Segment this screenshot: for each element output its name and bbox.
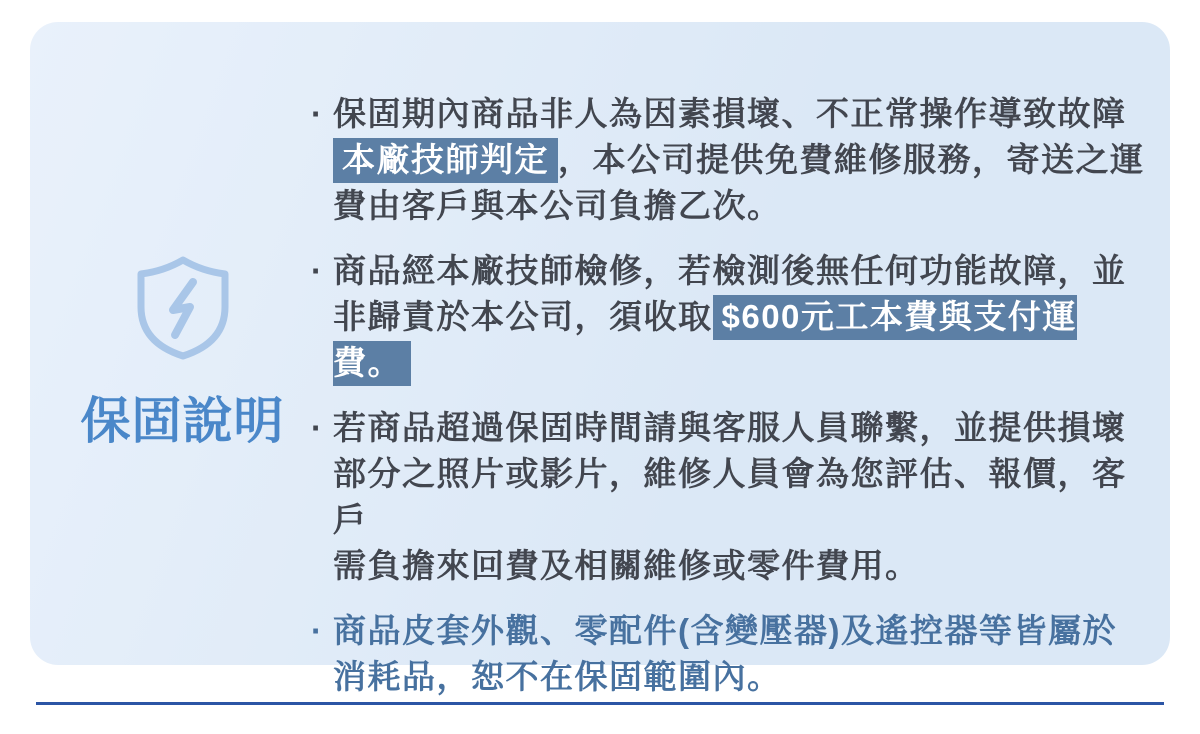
shield-lightning-icon [132, 255, 234, 361]
bullet-text: 若商品超過保固時間請與客服人員聯繫，並提供損壞 [333, 409, 1127, 446]
list-item [311, 91, 1145, 229]
bullet-text: 需負擔來回費及相關維修或零件費用。 [333, 547, 920, 584]
warranty-terms [311, 91, 1145, 719]
bullet-text: 保固期內商品非人為因素損壞、不正常操作導致故障 [333, 95, 1127, 132]
warranty-section-title: 保固說明 [80, 393, 285, 449]
bullet-text: 非歸責於本公司，須收取 [333, 298, 713, 335]
list-item [311, 608, 1145, 700]
bullet-marker: · [311, 612, 324, 649]
highlighted-text: $600元工本費與支付運費。 [333, 295, 1077, 386]
bullet-marker: · [311, 409, 324, 446]
bullet-marker: · [311, 95, 324, 132]
bullet-list [311, 91, 1145, 700]
bullet-text: 費由客戶與本公司負擔乙次。 [333, 187, 782, 224]
bullet-text-container [333, 95, 1145, 224]
bullet-marker: · [311, 252, 324, 289]
list-item [311, 248, 1145, 386]
warranty-card [30, 22, 1170, 695]
bullet-text: 商品皮套外觀、零配件(含變壓器)及遙控器等皆屬於 [333, 612, 1117, 649]
bullet-text: ，本公司提供免費維修服務，寄送之運 [558, 141, 1145, 178]
highlighted-text: 本廠技師判定 [333, 138, 558, 183]
bullet-text-container [333, 409, 1127, 584]
bullet-text: 部分之照片或影片，維修人員會為您評估、報價，客戶 [333, 455, 1127, 538]
bullet-text-container [333, 612, 1117, 695]
bullet-text: 消耗品，恕不在保固範圍內。 [333, 658, 782, 695]
warranty-card-left-column [30, 22, 335, 665]
bullet-text: 商品經本廠技師檢修，若檢測後無任何功能故障，並 [333, 252, 1127, 289]
bottom-divider [36, 702, 1164, 705]
bullet-text-container [333, 252, 1127, 386]
list-item [311, 405, 1145, 589]
